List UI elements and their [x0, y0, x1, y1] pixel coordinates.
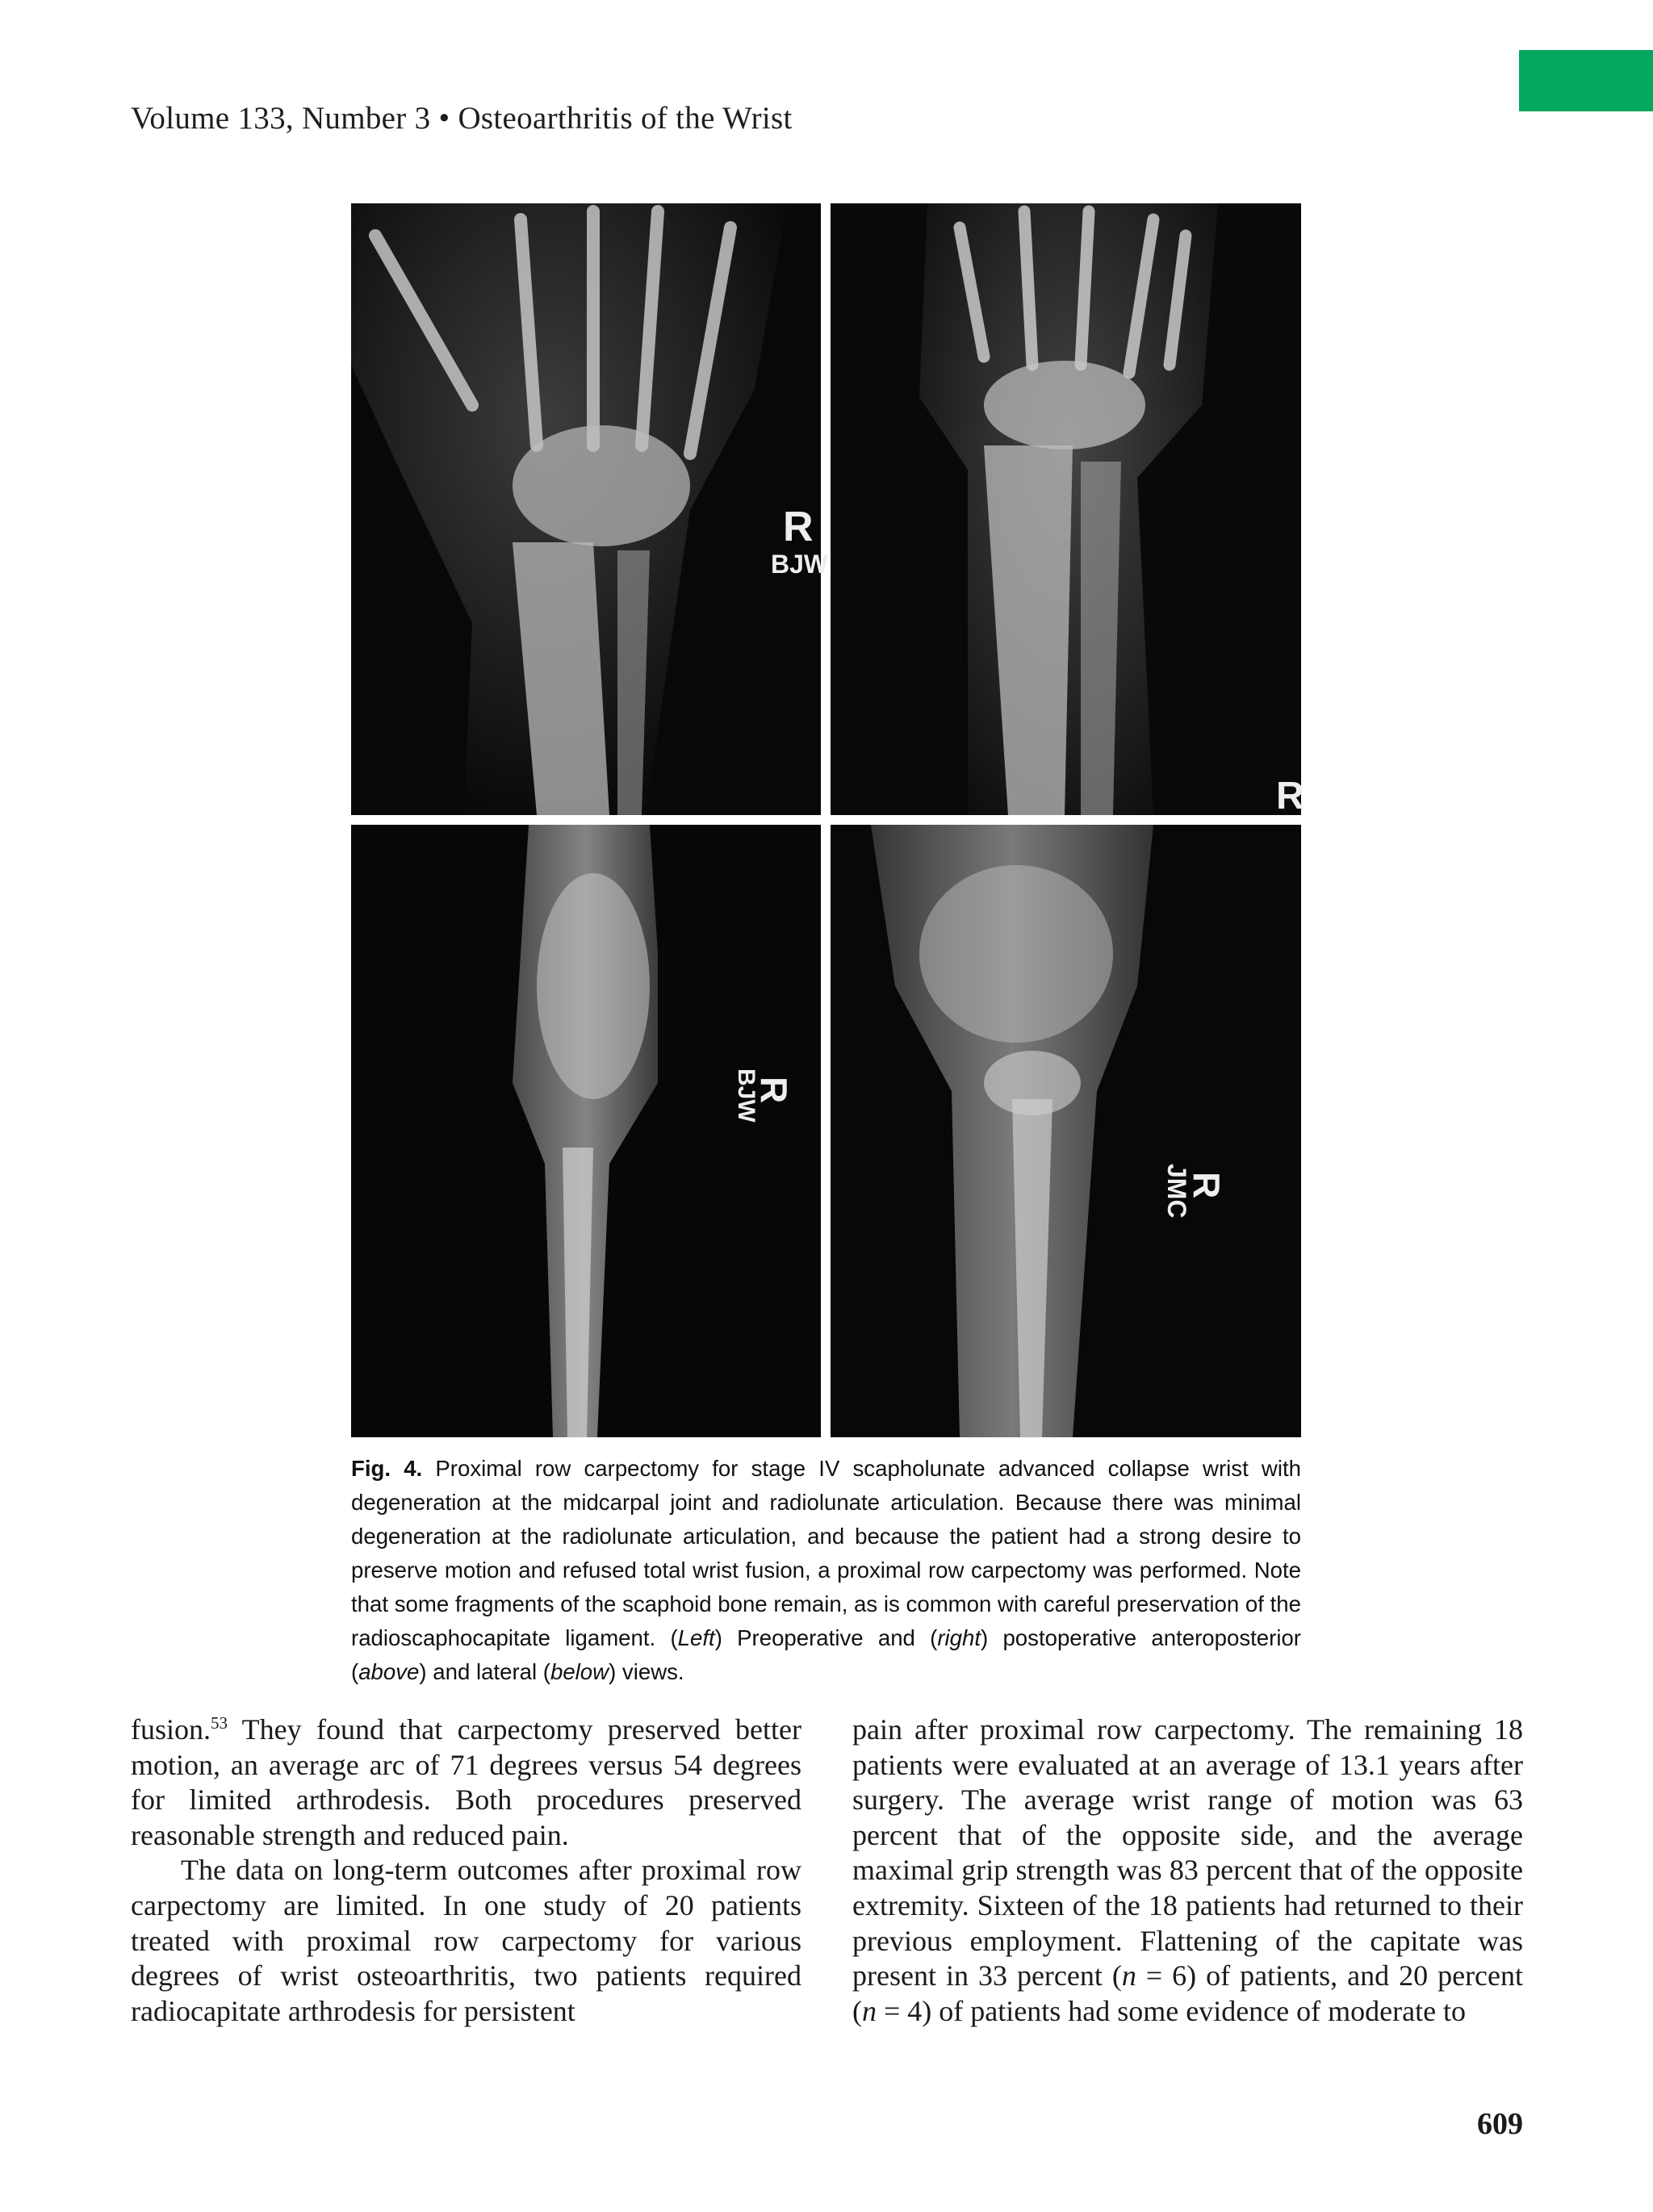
reference-53: 53: [211, 1713, 228, 1733]
panel-marker-letter: R: [753, 1077, 795, 1104]
figure-label: Fig. 4.: [351, 1456, 423, 1481]
body-column-left: [131, 1712, 801, 2029]
paragraph: fusion.$^{53}$ They found that carpectomy preserved better motion, an average arc of 71 degrees versus 54 degrees for limited arthrodesis. Both procedures preserved reasonable strength and reduced pain.: [131, 1713, 801, 1851]
paragraph: pain after proximal row carpectomy. The remaining 18 patients were evaluated at an average of 13.1 years after surgery. The average wrist range of motion was 63 percent that of the opposite side, and the average maximal grip strength was 83 percent that of the opposite extremity. Sixteen of the 18 patients had returned to their previous employment. Flattening of the capitate was present in 33 percent (n = 6) of patients, and 20 percent (n = 4) of patients had some evidence of moderate to: [852, 1713, 1524, 2027]
section-color-tab: [1519, 50, 1653, 111]
figure-caption: Fig. 4. Proximal row carpectomy for stage IV scapholunate advanced collapse wrist with degeneration at the midcarpal joint and radiolunate articulation. Because there was minimal degeneration at the radiolunate articulation, and because the patient had a strong desire to preserve motion and refused total wrist fusion, a proximal row carpectomy was performed. Note that some fragments of the scaphoid bone remain, as is common with careful preservation of the radioscaphocapitate ligament. (Left) Preoperative and (right) postoperative anteroposterior (above) and lateral (below) views.: [351, 1456, 1301, 1684]
panel-marker-initials: BJW: [733, 1068, 760, 1123]
panel-marker-letter: R: [1276, 775, 1304, 817]
panel-marker-letter: R: [1186, 1172, 1228, 1199]
panel-marker-initials: BJW: [771, 550, 829, 579]
radiograph-postoperative-ap: [831, 203, 1304, 817]
page-number: 609: [1477, 2107, 1523, 2141]
running-head: Volume 133, Number 3 • Osteoarthritis of the Wrist: [131, 101, 793, 136]
figure-4-radiographs: [351, 203, 1304, 1437]
panel-marker-initials: JMC: [1162, 1164, 1191, 1219]
panel-marker-letter: R: [783, 504, 814, 550]
paragraph: The data on long-term outcomes after proximal row carpectomy are limited. In one study of 20 patients treated with proximal row carpectomy for various degrees of wrist osteoarthritis, two patients required radiocapitate arthrodesis for persistent: [131, 1854, 801, 2027]
radiograph-postoperative-lateral: [831, 825, 1301, 1437]
body-column-right: [852, 1712, 1523, 2029]
radiograph-preoperative-ap: [351, 203, 829, 815]
radiograph-preoperative-lateral: [351, 825, 821, 1437]
